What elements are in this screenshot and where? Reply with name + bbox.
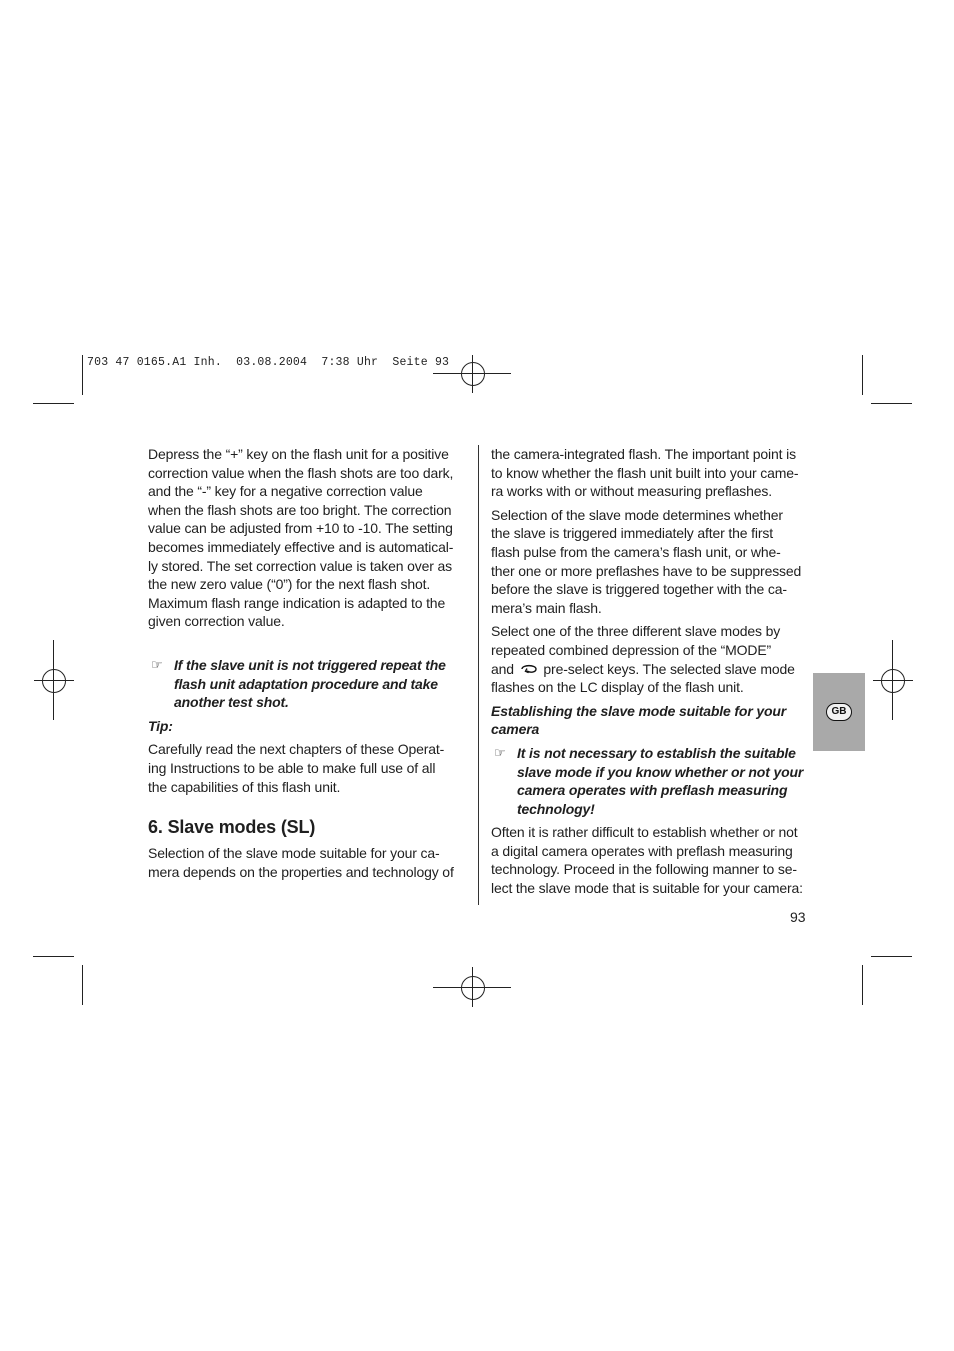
text-line: Select one of the three different slave modes by [491,623,781,640]
crop-mark [862,965,863,1005]
text-line: the camera-integrated flash. The important point is [491,446,796,462]
text-line: mera depends on the properties and technology of [148,863,454,880]
slave-mode-intro [148,844,468,881]
print-slug: 703 47 0165.A1 Inh. 03.08.2004 7:38 Uhr Seite 93 [87,356,450,369]
text-fragment: and [491,660,514,677]
tip-paragraph [148,740,468,796]
text-line: Selection of the slave mode determines whether [491,506,783,523]
subheading [491,702,811,739]
text-line: correction value when the flash shots are too dark, [148,464,454,481]
mode-select-paragraph [491,622,811,696]
text-line: mera’s main flash. [491,599,602,616]
language-tab [813,673,865,751]
text-line: Often it is rather difficult to establish whether or not [491,824,798,841]
crop-mark [82,965,83,1005]
pointing-hand-icon: ☞ [494,744,506,760]
text-line: camera [491,721,540,738]
text-line: before the slave is triggered together with the ca- [491,581,787,598]
text-line: lect the slave mode that is suitable for your camera: [491,880,803,897]
text-line: and the “-” key for a negative correction value [148,483,423,500]
column-divider [478,445,479,905]
text-line: Carefully read the next chapters of these Operat- [148,741,445,758]
crop-mark [871,956,912,957]
selection-paragraph [491,506,811,618]
text-line: the new zero value (“0”) for the next flash shot. [148,576,431,593]
text-line: ing Instructions to be able to make full use of all [148,759,436,776]
text-line: becomes immediately effective and is automatical- [148,538,454,555]
rotate-key-icon [518,662,540,676]
text-line [491,660,811,679]
page-number: 93 [790,909,806,925]
text-line: the slave is triggered immediately after the first [491,525,773,542]
right-column [491,445,811,903]
text-line: another test shot. [174,694,289,711]
text-line: repeated combined depression of the “MODE” [491,641,772,658]
text-line: the capabilities of this flash unit. [148,778,341,795]
correction-paragraph [148,445,468,631]
text-fragment: pre-select keys. The selected slave mode [543,660,795,677]
text-line: ly stored. The set correction value is taken over as [148,557,452,574]
warning-note [148,656,468,712]
text-line: Maximum flash range indication is adapted to the [148,594,446,611]
text-line: ther one or more preflashes have to be suppressed [491,562,802,579]
crop-mark [33,956,74,957]
tip-label: Tip: [148,717,173,734]
language-badge: GB [826,703,852,721]
camera-flash-paragraph [491,445,811,501]
crop-mark [82,355,83,395]
text-line: to know whether the flash unit built into your came- [491,464,799,481]
crop-mark [33,403,74,404]
text-line: Establishing the slave mode suitable for your [491,702,787,719]
text-line: ra works with or without measuring preflashes. [491,483,772,500]
text-line: technology. Proceed in the following manner to se- [491,861,797,878]
text-line: Depress the “+” key on the flash unit for a positive [148,446,449,462]
left-column [148,445,468,886]
pointing-hand-icon: ☞ [151,656,163,672]
text-line: flashes on the LC display of the flash unit. [491,679,744,696]
section-heading: 6. Slave modes (SL) [148,817,316,838]
procedure-paragraph [491,823,811,897]
text-line: Selection of the slave mode suitable for your ca- [148,845,440,862]
text-line: slave mode if you know whether or not your [517,763,804,780]
text-line: flash pulse from the camera’s flash unit, or whe- [491,543,781,560]
crop-mark [862,355,863,395]
text-line: It is not necessary to establish the suitable [517,744,796,761]
text-line: camera operates with preflash measuring [517,782,788,799]
text-line: flash unit adaptation procedure and take [174,675,438,692]
text-line: If the slave unit is not triggered repeat the [174,656,446,673]
text-line: when the flash shots are too bright. The correction [148,501,452,518]
info-note [491,744,811,818]
crop-mark [871,403,912,404]
text-line: a digital camera operates with preflash measuring [491,842,793,859]
text-line: value can be adjusted from +10 to -10. The setting [148,520,453,537]
text-line: given correction value. [148,613,285,630]
text-line: technology! [517,800,595,817]
